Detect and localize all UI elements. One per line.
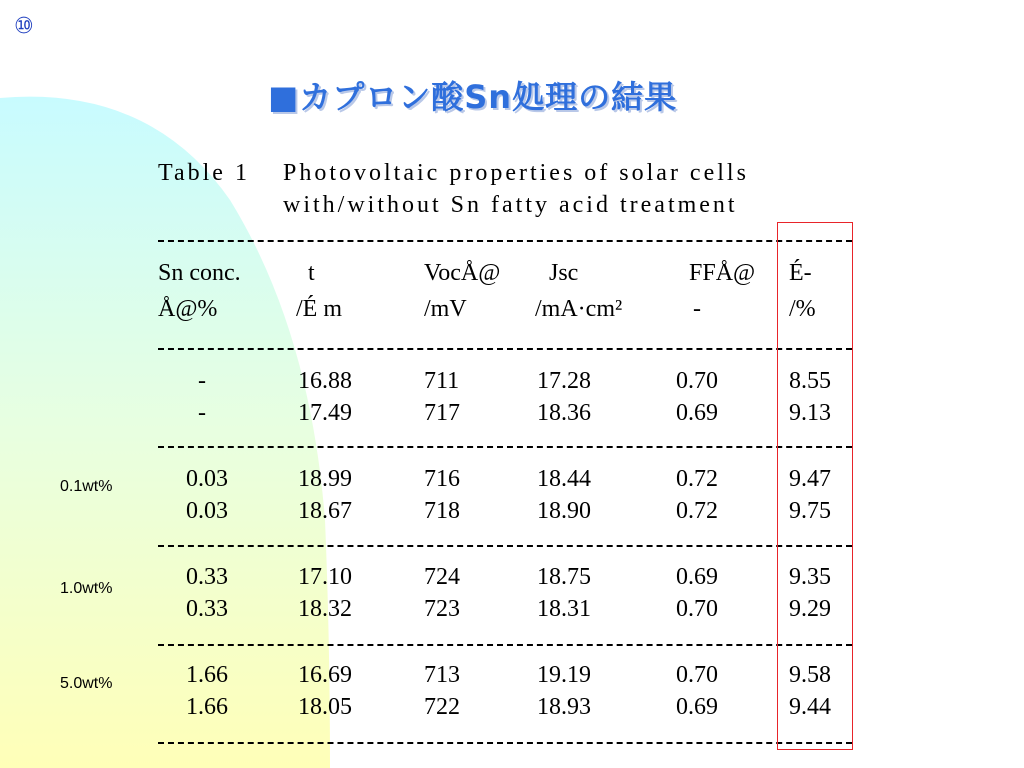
column-unit: /mA·cm² [535,296,623,322]
divider [158,348,852,350]
table-caption-label: Table 1 [158,160,250,186]
group-label: 5.0wt% [60,675,113,692]
divider [158,240,852,242]
divider [158,644,852,646]
column-unit: Å@% [158,296,218,322]
divider [158,446,852,448]
column-header: FFÅ@ [689,260,756,286]
divider [158,742,852,744]
group-label: 0.1wt% [60,478,113,495]
slide-title: ■カプロン酸Sn処理の結果 [268,78,678,116]
column-unit: /% [789,296,816,322]
column-unit: /É m [296,296,342,322]
column-unit: - [693,296,701,322]
divider [158,545,852,547]
column-unit: /mV [424,296,467,322]
group-label: 1.0wt% [60,580,113,597]
column-header: VocÅ@ [424,260,501,286]
column-header: Jsc [549,260,579,286]
table-caption-line2: with/without Sn fatty acid treatment [283,192,738,218]
column-header: É- [789,260,812,286]
table-caption-line1: Photovoltaic properties of solar cells [283,160,749,186]
slide-number: ⑩ [14,14,34,39]
efficiency-highlight-box [777,222,853,750]
column-header: t [308,260,315,286]
column-header: Sn conc. [158,260,241,286]
